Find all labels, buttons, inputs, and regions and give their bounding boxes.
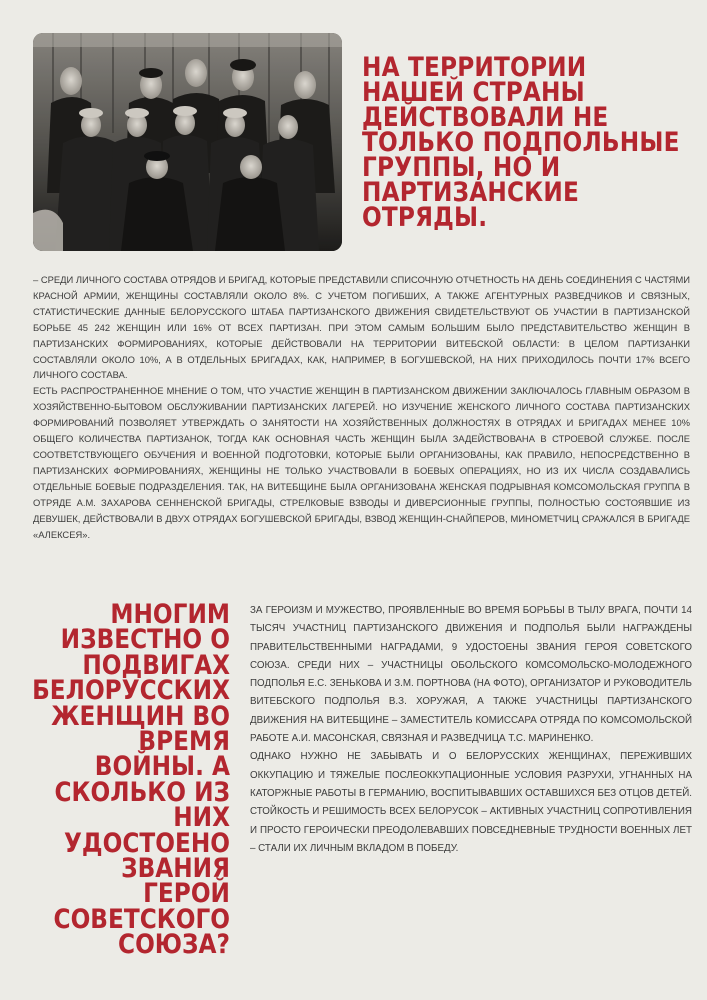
headline-line: ВРЕМЯ (138, 726, 230, 758)
body-text-awards (250, 602, 692, 858)
headline-line: СКОЛЬКО ИЗ (54, 776, 230, 808)
body-text-statistics (33, 272, 690, 542)
headline-heroes (8, 599, 231, 961)
headline-line: ПАРТИЗАНСКИЕ (362, 177, 579, 208)
paragraph: ЕСТЬ РАСПРОСТРАНЕННОЕ МНЕНИЕ О ТОМ, ЧТО УЧАСТИЕ ЖЕНЩИН В ПАРТИЗАНСКОМ ДВИЖЕНИИ ЗАКЛЮЧАЛОСЬ ГЛАВНЫМ ОБРАЗОМ В ХОЗЯЙСТВЕННО-БЫТОВОМ ОБСЛУЖИВАНИИ ПАРТИЗАНСКИХ ЛАГЕРЕЙ. НО ИЗУЧЕНИЕ ЖЕНСКОГО ЛИЧНОГО СОСТАВА ПАРТИЗАНСКИХ ФОРМИРОВАНИЙ ПОЗВОЛЯЕТ УТВЕРЖДАТЬ О ЗАНЯТОСТИ НА ХОЗЯЙСТВЕННЫХ ДОЛЖНОСТЯХ В ОТРЯДАХ И БРИГАДАХ МЕНЕЕ 10% ОБЩЕГО КОЛИЧЕСТВА ПАРТИЗАНОК, ТОГДА КАК ОСНОВНАЯ ЧАСТЬ ЖЕНЩИН БЫЛА ЗАДЕЙСТВОВАНА В СТРОЕВОЙ СЛУЖБЕ. ПОСЛЕ СООТВЕТСТВУЮЩЕГО ОБУЧЕНИЯ И ВОЕННОЙ ПОДГОТОВКИ, КОТОРЫЕ БЫЛИ ОРГАНИЗОВАНЫ, КАК ПРАВИЛО, НЕПОСРЕДСТВЕННО В ПАРТИЗАНСКИХ ФОРМИРОВАНИЯХ, ЖЕНЩИНЫ НЕ ТОЛЬКО УЧАСТВОВАЛИ В БОЕВЫХ ОПЕРАЦИЯХ, НО ИЗ ИХ ЧИСЛА СОЗДАВАЛИСЬ ОТДЕЛЬНЫЕ БОЕВЫЕ ПОДРАЗДЕЛЕНИЯ. ТАК, НА ВИТЕБЩИНЕ БЫЛА ОРГАНИЗОВАНА ЖЕНСКАЯ ПОДРЫВНАЯ КОМСОМОЛЬСКАЯ ГРУППА В ОТРЯДЕ А.М. ЗАХАРОВА СЕННЕНСКОЙ БРИГАДЫ, СТРЕЛКОВЫЕ ВЗВОДЫ И ДИВЕРСИОННЫЕ ГРУППЫ, ПОЛНОСТЬЮ СОСТОЯВШИЕ ИЗ ДЕВУШЕК, ДЕЙСТВОВАЛИ В ДВУХ ОТРЯДАХ БОГУШЕВСКОЙ БРИГАДЫ, ВЗВОД ЖЕНЩИН-СНАЙПЕРОВ, МИНОМЕТЧИЦ СРАЖАЛСЯ В БРИГАДЕ «АЛЕКСЕЯ». (33, 385, 690, 540)
headline-line: НА ТЕРРИТОРИИ (362, 52, 587, 83)
headline-line: ИЗВЕСТНО О (60, 624, 231, 656)
headline-line: ДЕЙСТВОВАЛИ НЕ (362, 102, 609, 133)
headline-line: МНОГИМ (110, 599, 230, 630)
headline-line: НАШЕЙ СТРАНЫ (362, 77, 585, 108)
headline-line: ЖЕНЩИН ВО (51, 700, 230, 732)
headline-line: ОТРЯДЫ. (362, 202, 488, 233)
paragraph: – СРЕДИ ЛИЧНОГО СОСТАВА ОТРЯДОВ И БРИГАД, КОТОРЫЕ ПРЕДСТАВИЛИ СПИСОЧНУЮ ОТЧЕТНОСТЬ НА ДЕНЬ СОЕДИНЕНИЯ С ЧАСТЯМИ КРАСНОЙ АРМИИ, ЖЕНЩИНЫ СОСТАВЛЯЛИ ОКОЛО 8%. С УЧЕТОМ ПОГИБШИХ, А ТАКЖЕ АГЕНТУРНЫХ РАЗВЕДЧИКОВ И СВЯЗНЫХ, СТАТИСТИЧЕСКИЕ ДАННЫЕ БЕЛОРУССКОГО ШТАБА ПАРТИЗАНСКОГО ДВИЖЕНИЯ СВИДЕТЕЛЬСТВУЮТ ОБ УЧАСТИИ В ПАРТИЗАНСКОЙ БОРЬБЕ 45 242 ЖЕНЩИН ИЛИ 16% ОТ ВСЕХ ПАРТИЗАН. ПРИ ЭТОМ САМЫМ БОЛЬШИМ БЫЛО ПРЕДСТАВИТЕЛЬСТВО ЖЕНЩИН В ПАРТИЗАНСКИХ ФОРМИРОВАНИЯХ, КОТОРЫЕ ДЕЙСТВОВАЛИ НА ТЕРРИТОРИИ ВИТЕБСКОЙ ОБЛАСТИ: В ЦЕЛОМ ПАРТИЗАНКИ СОСТАВЛЯЛИ ОКОЛО 10%, А В ОТДЕЛЬНЫХ БРИГАДАХ, КАК, НАПРИМЕР, В БОГУШЕВСКОЙ, НА НИХ ПРИХОДИЛОСЬ ПОЧТИ 17% ВСЕГО ЛИЧНОГО СОСТАВА. (33, 274, 690, 381)
paragraph: ОДНАКО НУЖНО НЕ ЗАБЫВАТЬ И О БЕЛОРУССКИХ ЖЕНЩИНАХ, ПЕРЕЖИВШИХ ОККУПАЦИЮ И ТЯЖЕЛЫЕ ПОСЛЕОККУПАЦИОННЫЕ УСЛОВИЯ РАЗРУХИ, УГНАННЫХ НА КАТОРЖНЫЕ РАБОТЫ В ГЕРМАНИЮ, ВОСПИТЫВАВШИХ ОСТАВШИХСЯ БЕЗ ОТЦОВ ДЕТЕЙ. СТОЙКОСТЬ И РЕШИМОСТЬ ВСЕХ БЕЛОРУСОК – АКТИВНЫХ УЧАСТНИЦ СОПРОТИВЛЕНИЯ И ПРОСТО ГЕРОИЧЕСКИ ПРЕОДОЛЕВАВШИХ ПОВСЕДНЕВНЫЕ ТРУДНОСТИ ВОЕННЫХ ЛЕТ – СТАЛИ ИХ ЛИЧНЫМ ВКЛАДОМ В ПОБЕДУ. (250, 751, 692, 854)
group-photo (33, 33, 342, 251)
headline-line: СОВЕТСКОГО (53, 903, 231, 935)
headline-line: БЕЛОРУССКИХ (32, 675, 230, 707)
headline-line: НИХ (173, 802, 230, 834)
headline-line: ТОЛЬКО ПОДПОЛЬНЫЕ (362, 127, 680, 158)
headline-partisans (362, 52, 680, 233)
group-photo-icon (33, 33, 342, 251)
headline-line: ГРУППЫ, НО И (362, 152, 561, 183)
headline-line: УДОСТОЕНО (64, 827, 231, 859)
headline-line: ПОДВИГАХ (82, 649, 230, 681)
headline-line: ГЕРОЙ (143, 878, 230, 910)
headline-line: ВОЙНЫ. А (94, 751, 230, 783)
paragraph: ЗА ГЕРОИЗМ И МУЖЕСТВО, ПРОЯВЛЕННЫЕ ВО ВРЕМЯ БОРЬБЫ В ТЫЛУ ВРАГА, ПОЧТИ 14 ТЫСЯЧ УЧАСТНИЦ ПАРТИЗАНСКОГО ДВИЖЕНИЯ И ПОДПОЛЬЯ БЫЛИ НАГРАЖДЕНЫ ПРАВИТЕЛЬСТВЕННЫМИ НАГРАДАМИ, 9 УДОСТОЕНЫ ЗВАНИЯ ГЕРОЯ СОВЕТСКОГО СОЮЗА. СРЕДИ НИХ – УЧАСТНИЦЫ ОБОЛЬСКОГО КОМСОМОЛЬСКО-МОЛОДЕЖНОГО ПОДПОЛЬЯ Е.С. ЗЕНЬКОВА И З.М. ПОРТНОВА (НА ФОТО), ОРГАНИЗАТОР И РУКОВОДИТЕЛЬ ВИТЕБСКОГО ПОДПОЛЬЯ В.З. ХОРУЖАЯ, А ТАКЖЕ УЧАСТНИЦЫ ПАРТИЗАНСКОГО ДВИЖЕНИЯ НА ВИТЕБЩИНЕ – ЗАМЕСТИТЕЛЬ КОМИССАРА ОТРЯДА ПО КОМСОМОЛЬСКОЙ РАБОТЕ А.И. МАСОНСКАЯ, СВЯЗНАЯ И РАЗВЕДЧИЦА Т.С. МАРИНЕНКО. (250, 605, 692, 745)
headline-line: ЗВАНИЯ (121, 853, 230, 885)
headline-line: СОЮЗА? (118, 929, 230, 961)
